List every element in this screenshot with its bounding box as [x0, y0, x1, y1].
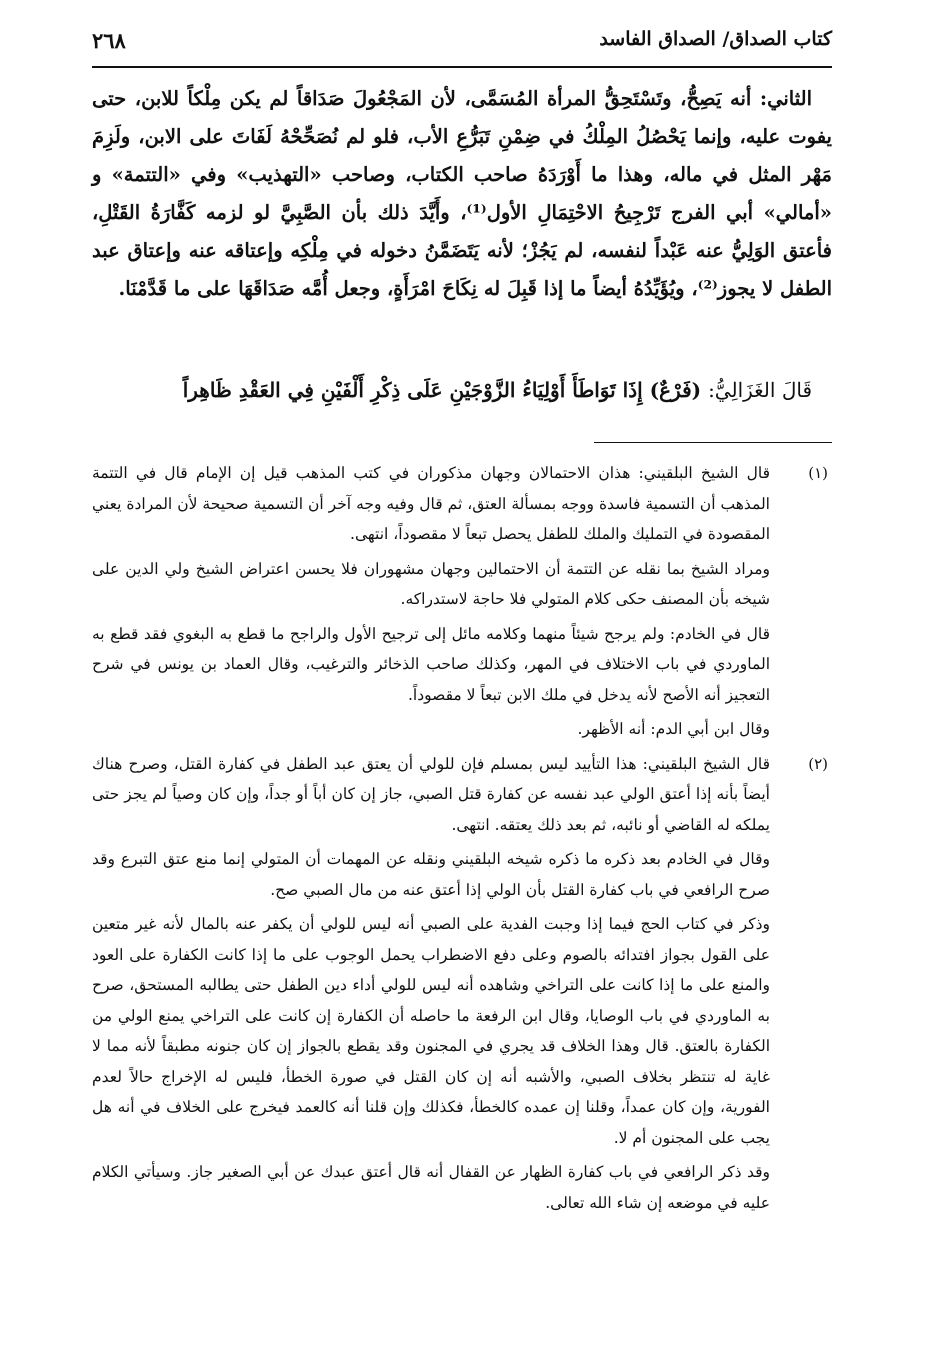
footnote-2 [92, 749, 832, 1219]
footnote-paragraph: وقال ابن أبي الدم: أنه الأظهر. [577, 720, 770, 738]
running-header [92, 28, 832, 58]
footnote-paragraph: ومراد الشيخ بما نقله عن التتمة أن الاحتمالين وجهان مشهوران فلا يحسن اعتراض الشيخ ولي الدين على شيخه بأن المصنف حكى كلام المتولي فلا حاجة لاستدراكه. [92, 559, 770, 608]
quote-speaker: قَالَ الغَزَالِيُّ: [708, 378, 812, 402]
running-title: كتاب الصداق/ الصداق الفاسد [599, 28, 832, 50]
footnote-number: (١) [808, 464, 828, 482]
footnote-paragraph: وقال في الخادم بعد ذكره ما ذكره شيخه البلقيني ونقله عن المهمات أن المتولي إنما منع عتق التبرع وقد صرح الرافعي في باب كفارة القتل بأن الولي إذا أعتق عنه من مال الصبي صح. [92, 850, 770, 899]
footnote-separator [594, 442, 832, 443]
footnote-paragraph: وذكر في كتاب الحج فيما إذا وجبت الفدية على الصبي أنه ليس للولي أن يكفر عنه بالمال لأنه غير متعين على القول بجواز افتدائه بالصوم وعلى دفع الاضطراب يحمل الوجوب على ما إذا كانت الكفارة على العود والمنع على ما إذا كانت على التراخي وشاهده أنه ليس للولي أداء دين الطفل حتى يطالبه المستحق، صرح به الماوردي في باب الوصايا، وقال ابن الرفعة ما حاصله أن الكفارة إن كانت على التراخي يمنع الولي من الكفارة بالعتق. قال وهذا الخلاف قد يجري في المجنون وقد يقطع بالجواز إن كان جنونه مطبقاً لأنه مما لا غاية له تنتظر بخلاف الصبي، والأشبه أنه إن كان القتل في صورة الخطأ، فليس له الإخراج حالاً لعدم الفورية، وإن كان عمداً، وقلنا إن عمده كالخطأ، فكذلك وإن قلنا أنه كالعمد فيخرج على الخلاف في أنه هل يجب على المجنون أم لا. [92, 915, 770, 1147]
page-number: ٢٦٨ [92, 28, 126, 53]
paragraph-body: أنه يَصِحُّ، وتَسْتَحِقُّ المرأة المُسَمَّى، لأن المَجْعُولَ صَدَاقاً لم يكن مِلْكاً للابن، حتى يفوت عليه، وإنما يَحْصُلُ المِلْكُ في ضِمْنِ تَبَرُّعِ الأب، فلو لم نُصَحِّحْهُ لَفَاتَ على الابن، ولَزِمَ مَهْر المثل في ماله، وهذا ما أَوْرَدَهُ صاحب الكتاب، وصاحب «التهذيب» وفي «التتمة» و «أمالي» أبي الفرج تَرْجِيحُ الاحْتِمَالِ الأول⁽¹⁾، وأَيَّدَ ذلك بأن الصَّبِيَّ لو لزمه كَفَّارَةُ القَتْلِ، فأعتق الوَلِيُّ عنه عَبْداً لنفسه، لم يَجُزْ؛ لأنه يَتَضَمَّنُ دخوله في مِلْكِه وإعتاقه عنه وإعتاق عبد الطفل لا يجوز⁽²⁾، ويُؤَيِّدُهُ أيضاً ما إذا قَبِلَ له نِكَاحَ امْرَأَةٍ، وجعل أُمَّه صَدَاقَهَا على ما قَدَّمْنَا. [92, 87, 832, 300]
footnote-paragraph: قال الشيخ البلقيني: هذا التأييد ليس بمسلم فإن للولي أن يعتق عبد الطفل في كفارة القتل، وصرح هناك أيضاً بأنه إذا أعتق الولي عبد نفسه عن كفارة قتل الصبي، جاز إن كان أباً أو جداً، وإن كان وصياً لم يجز حتى يملكه له القاضي أو نائبه، ثم بعد ذلك يعتقه. انتهى. [92, 754, 770, 834]
footnote-number: (٢) [808, 754, 828, 773]
page [92, 28, 832, 58]
ghazali-quote [92, 372, 832, 408]
footnotes [92, 458, 832, 1222]
paragraph-lead: الثاني: [759, 87, 812, 110]
header-rule [92, 66, 832, 68]
main-text [92, 80, 832, 308]
footnote-paragraph: قال الشيخ البلقيني: هذان الاحتمالان وجهان مذكوران في كتب المذهب قيل إن الإمام قال في التتمة المذهب أن التسمية فاسدة ووجه بمسألة العتق، ثم قال وفيه وجه آخر أن التسمية صحيحة لأن المرادة يعني المقصودة في التمليك والملك للطفل يحصل تبعاً لا مقصوداً، انتهى. [92, 464, 770, 543]
footnote-paragraph: قال في الخادم: ولم يرجح شيئاً منهما وكلامه مائل إلى ترجيح الأول والراجح ما قطع به البغوي فقد قطع به الماوردي في باب الاختلاف في المهر، وكذلك صاحب الذخائر والترغيب، وقال العماد بن يونس في شرح التعجيز أنه الأصح لأنه يدخل في ملك الابن تبعاً لا مقصوداً. [92, 624, 770, 704]
footnote-1 [92, 458, 832, 745]
main-paragraph [92, 80, 832, 308]
footnote-paragraph: وقد ذكر الرافعي في باب كفارة الظهار عن القفال أنه قال أعتق عبدك عن أبي الصغير جاز. وسيأتي الكلام عليه في موضعه إن شاء الله تعالى. [92, 1163, 770, 1212]
quote-text: (فَرْعٌ) إِذَا تَوَاطَأَ أَوْلِيَاءُ الزَّوْجَيْنِ عَلَى ذِكْرِ أَلْفَيْنِ فِي العَقْدِ ظَاهِراً [182, 378, 702, 402]
